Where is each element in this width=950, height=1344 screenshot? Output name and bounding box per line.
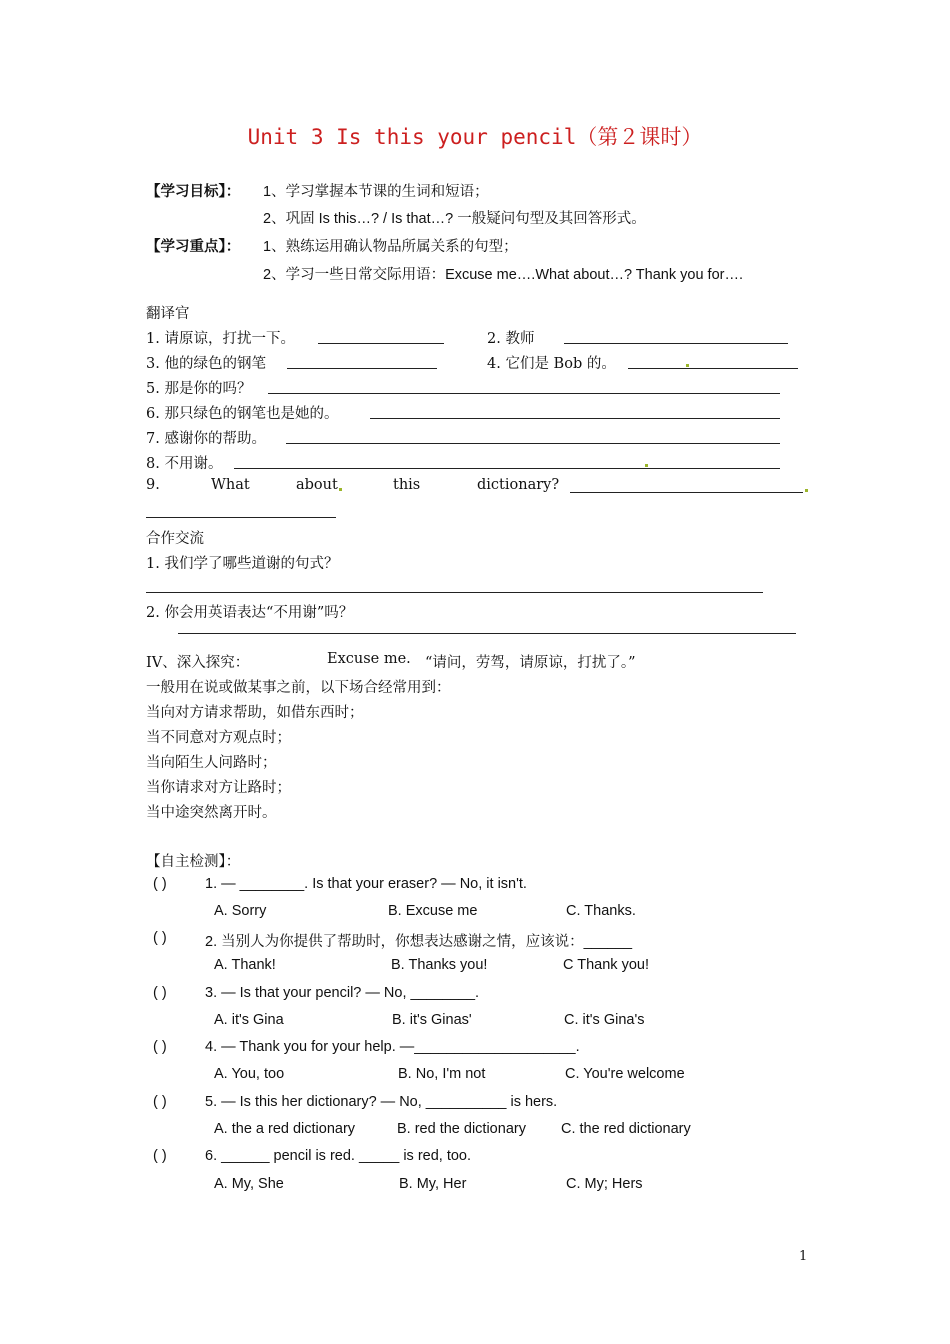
explore-line: 当向陌生人问路时；	[146, 755, 277, 771]
green-dot-mark	[645, 464, 648, 467]
question-text: 6. ______ pencil is red. _____ is red, too.	[205, 1148, 472, 1164]
goals-item-2: 2、巩固 Is this…? / Is that…? 一般疑问句型及其回答形式。	[263, 211, 646, 227]
cooperation-question-1: 1. 我们学了哪些道谢的句式？	[146, 556, 339, 572]
answer-bracket: ( )	[153, 1148, 167, 1164]
option-c: C. it's Gina's	[564, 1012, 645, 1028]
explore-line: 一般用在说或做某事之前，以下场合经常用到：	[146, 680, 451, 696]
explore-meaning: “请问，劳驾，请原谅，打扰了。”	[425, 655, 636, 671]
explore-line: 当不同意对方观点时；	[146, 730, 291, 746]
option-c: C. You're welcome	[565, 1066, 685, 1082]
answer-bracket: ( )	[153, 876, 167, 892]
question-text: 3. — Is that your pencil? — No, ________.	[205, 985, 480, 1001]
translation-item-9-word: about	[296, 477, 338, 493]
focus-item-2: 2、学习一些日常交际用语：Excuse me….What about…? Thank you for….	[263, 267, 743, 283]
explore-heading: IV、深入探究：	[146, 655, 250, 671]
answer-line	[564, 343, 788, 344]
focus-item-1: 1、熟练运用确认物品所属关系的句型；	[263, 239, 518, 255]
answer-line	[628, 368, 798, 369]
explore-line: 当中途突然离开时。	[146, 805, 277, 821]
option-a: A. the a red dictionary	[214, 1121, 356, 1137]
answer-line	[570, 492, 803, 493]
translation-item-2: 2. 教师	[487, 331, 535, 347]
translation-item-4: 4. 它们是 Bob 的。	[487, 356, 616, 372]
translation-item-9-word: What	[211, 477, 250, 493]
translation-item-5: 5. 那是你的吗？	[146, 381, 252, 397]
option-b: B. My, Her	[399, 1176, 467, 1192]
option-b: B. Excuse me	[388, 903, 478, 919]
translation-item-9-num: 9.	[146, 477, 160, 493]
green-dot-mark	[805, 489, 808, 492]
green-dot-mark	[686, 364, 689, 367]
option-c: C. the red dictionary	[561, 1121, 691, 1137]
option-c: C. My; Hers	[566, 1176, 643, 1192]
translation-item-7: 7. 感谢你的帮助。	[146, 431, 266, 447]
answer-bracket: ( )	[153, 1039, 167, 1055]
translation-item-8: 8. 不用谢。	[146, 456, 223, 472]
selfcheck-heading: 【自主检测】：	[146, 854, 241, 870]
translation-item-9-word: dictionary?	[477, 477, 560, 493]
question-text: 1. — ________. Is that your eraser? — No, it isn't.	[205, 876, 527, 892]
answer-bracket: ( )	[153, 930, 167, 946]
option-b: B. Thanks you!	[391, 957, 488, 973]
answer-bracket: ( )	[153, 985, 167, 1001]
option-c: C. Thanks.	[566, 903, 636, 919]
explore-line: 当向对方请求帮助，如借东西时；	[146, 705, 364, 721]
translation-item-3: 3. 他的绿色的钢笔	[146, 356, 266, 372]
option-a: A. Sorry	[214, 903, 267, 919]
answer-line	[286, 443, 780, 444]
translation-heading: 翻译官	[146, 306, 190, 322]
question-text: 4. — Thank you for your help. —____________________.	[205, 1039, 580, 1055]
option-a: A. it's Gina	[214, 1012, 284, 1028]
option-b: B. it's Ginas'	[392, 1012, 472, 1028]
goals-label: 【学习目标】：	[146, 184, 241, 200]
answer-line	[287, 368, 437, 369]
answer-line	[318, 343, 444, 344]
option-c: C Thank you!	[563, 957, 649, 973]
option-b: B. No, I'm not	[398, 1066, 486, 1082]
goals-item-1: 1、学习掌握本节课的生词和短语；	[263, 184, 489, 200]
cooperation-question-2: 2. 你会用英语表达“不用谢”吗？	[146, 605, 354, 621]
explore-phrase: Excuse me.	[327, 651, 411, 667]
translation-item-9-word: this	[393, 477, 421, 493]
answer-line	[234, 468, 780, 469]
question-text: 2. 当别人为你提供了帮助时，你想表达感谢之情，应该说：______	[205, 934, 633, 950]
translation-item-6: 6. 那只绿色的钢笔也是她的。	[146, 406, 339, 422]
answer-line	[268, 393, 780, 394]
answer-line	[146, 517, 336, 518]
answer-line	[146, 592, 763, 593]
focus-label: 【学习重点】：	[146, 239, 241, 255]
option-a: A. Thank!	[214, 957, 276, 973]
green-dot-mark	[339, 488, 342, 491]
answer-line	[370, 418, 780, 419]
page-title: Unit 3 Is this your pencil（第２课时）	[247, 125, 703, 149]
option-b: B. red the dictionary	[397, 1121, 526, 1137]
answer-line	[178, 633, 796, 634]
explore-line: 当你请求对方让路时；	[146, 780, 291, 796]
option-a: A. My, She	[214, 1176, 284, 1192]
question-text: 5. — Is this her dictionary? — No, __________ is hers.	[205, 1094, 558, 1110]
page-number: 1	[799, 1249, 808, 1264]
translation-item-1: 1. 请原谅，打扰一下。	[146, 331, 295, 347]
cooperation-heading: 合作交流	[146, 531, 204, 547]
option-a: A. You, too	[214, 1066, 285, 1082]
answer-bracket: ( )	[153, 1094, 167, 1110]
